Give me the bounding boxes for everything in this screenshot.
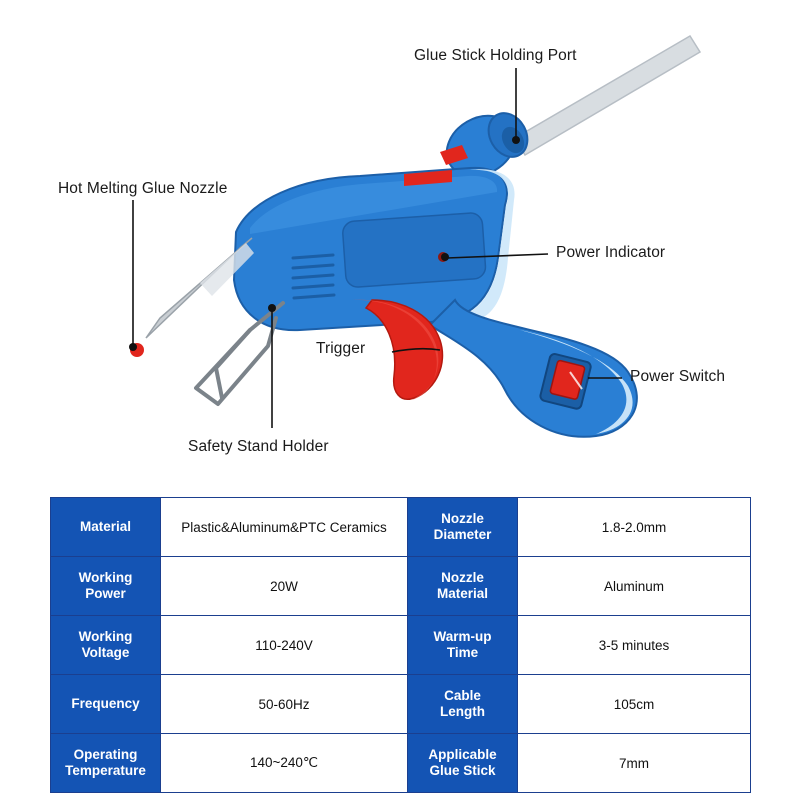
- spec-value-applicable-glue-stick: 7mm: [518, 734, 751, 793]
- spec-key-line2: Temperature: [65, 763, 146, 778]
- spec-key-line1: Cable: [444, 687, 481, 703]
- spec-key-line2: Power: [85, 586, 126, 601]
- glue-nozzle: [130, 238, 254, 357]
- spec-value-nozzle-diameter: 1.8-2.0mm: [518, 498, 751, 557]
- spec-value-working-power: 20W: [161, 557, 408, 616]
- spec-value-warm-up-time: 3-5 minutes: [518, 616, 751, 675]
- spec-key-working-voltage: [51, 616, 161, 675]
- spec-key-line1: Warm-up: [433, 628, 492, 644]
- spec-key-material: Material: [51, 498, 161, 557]
- spec-key-line1: Working: [78, 628, 133, 644]
- spec-key-frequency: Frequency: [51, 675, 161, 734]
- spec-key-line1: Nozzle: [441, 569, 484, 585]
- spec-key-warm-up-time: [408, 616, 518, 675]
- spec-value-frequency: 50-60Hz: [161, 675, 408, 734]
- spec-key-line1: Working: [78, 569, 133, 585]
- spec-key-line1: Operating: [73, 746, 138, 762]
- table-row: [51, 734, 751, 793]
- spec-key-line1: Nozzle: [441, 510, 484, 526]
- callout-label-trigger: Trigger: [316, 340, 366, 357]
- callout-label-safety-stand-holder: Safety Stand Holder: [188, 438, 329, 455]
- spec-key-line1: Applicable: [428, 746, 497, 762]
- spec-key-line2: Length: [440, 704, 485, 719]
- table-row: [51, 498, 751, 557]
- spec-value-working-voltage: 110-240V: [161, 616, 408, 675]
- spec-key-line2: Time: [446, 645, 479, 660]
- spec-key-line2: Diameter: [433, 527, 492, 542]
- spec-value-operating-temperature: 140~240℃: [161, 734, 408, 793]
- spec-key-working-power: [51, 557, 161, 616]
- spec-key-nozzle-material: [408, 557, 518, 616]
- spec-value-nozzle-material: Aluminum: [518, 557, 751, 616]
- spec-key-cable-length: [408, 675, 518, 734]
- spec-key-operating-temperature: [51, 734, 161, 793]
- spec-value-material: Plastic&Aluminum&PTC Ceramics: [161, 498, 408, 557]
- table-row: [51, 557, 751, 616]
- table-row: [51, 616, 751, 675]
- callout-label-hot-melting-glue-nozzle: Hot Melting Glue Nozzle: [58, 180, 228, 197]
- spec-key-nozzle-diameter: [408, 498, 518, 557]
- gun-handle: [430, 300, 637, 437]
- callout-label-power-switch: Power Switch: [630, 368, 726, 385]
- spec-key-applicable-glue-stick: [408, 734, 518, 793]
- table-row: [51, 675, 751, 734]
- spec-key-line2: Glue Stick: [429, 763, 496, 778]
- specification-table: [50, 497, 751, 793]
- callout-label-glue-stick-holding-port: Glue Stick Holding Port: [414, 47, 577, 64]
- spec-key-line2: Material: [436, 586, 489, 601]
- spec-key-line2: Voltage: [81, 645, 130, 660]
- callout-label-power-indicator: Power Indicator: [556, 244, 666, 261]
- spec-value-cable-length: 105cm: [518, 675, 751, 734]
